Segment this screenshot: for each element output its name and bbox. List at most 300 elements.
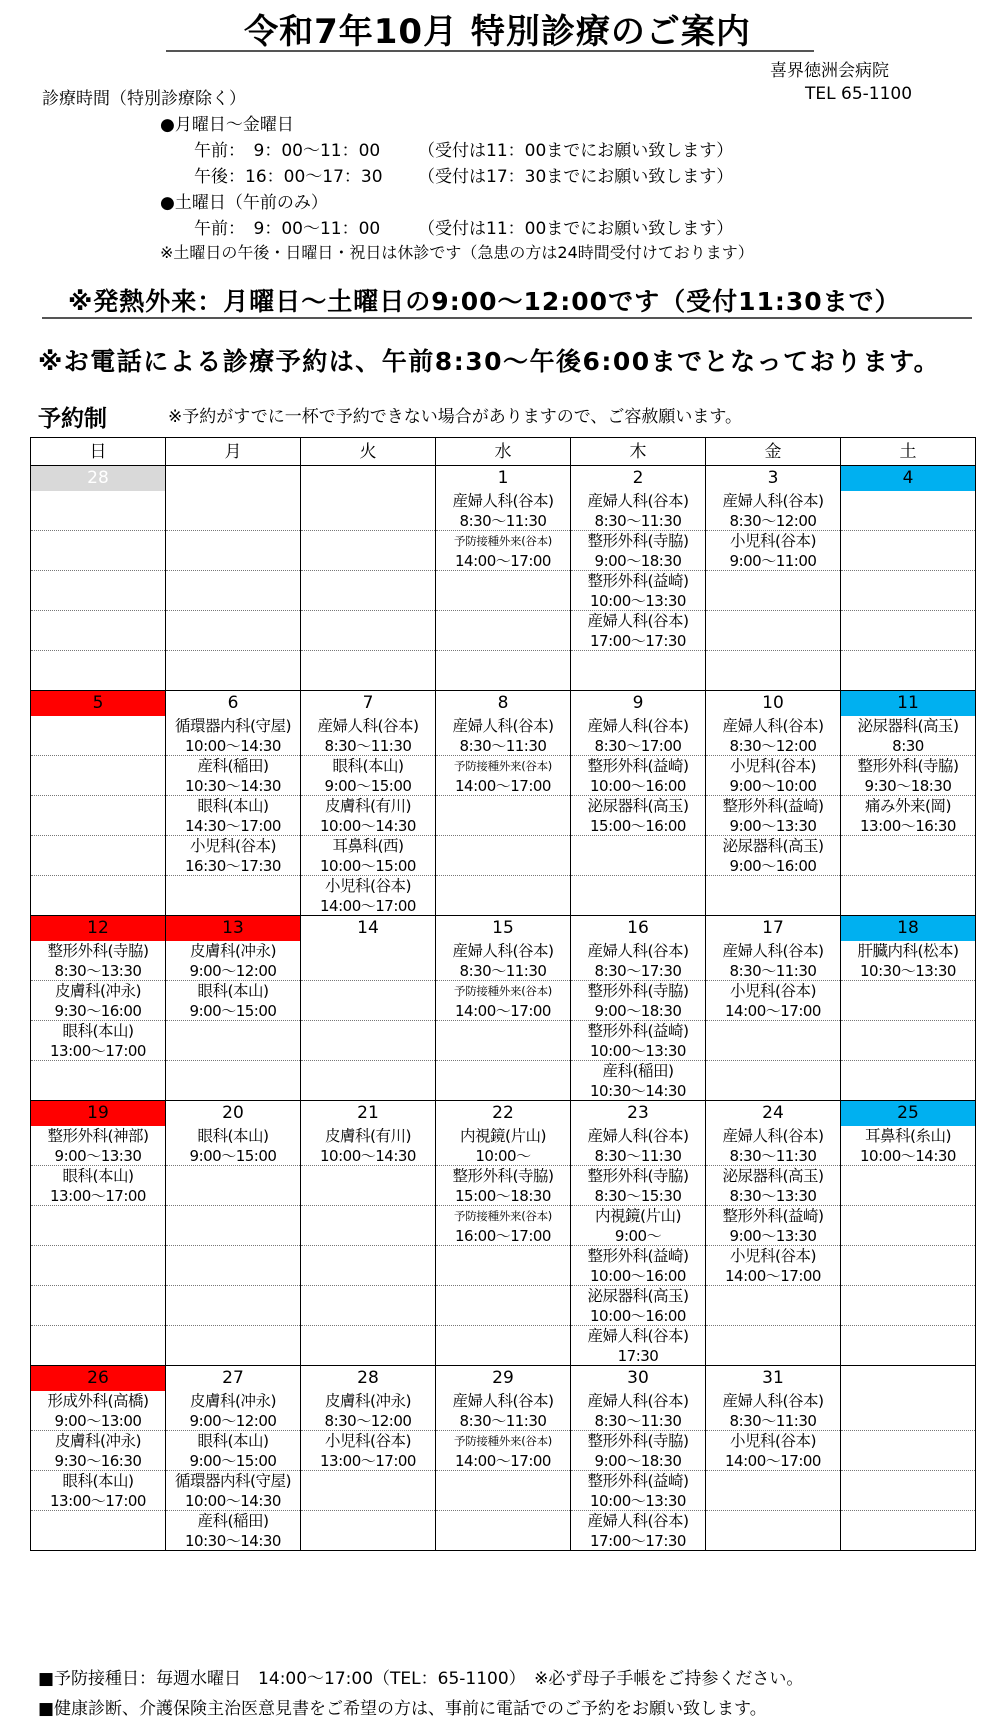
department-name: 予防接種外来(谷本) xyxy=(454,1209,552,1223)
department-name: 小児科(谷本) xyxy=(729,532,817,550)
clinic-time: 10:00～ xyxy=(475,1147,531,1165)
slot-divider xyxy=(31,796,165,836)
clinic-entry xyxy=(31,941,165,981)
department-name: 産婦人科(谷本) xyxy=(722,717,824,735)
day-number: 1 xyxy=(497,468,509,488)
slot-divider xyxy=(706,571,840,611)
department-name: 眼科(本山) xyxy=(332,757,404,775)
clinic-entry xyxy=(166,716,300,756)
clinic-entry xyxy=(166,796,300,836)
day-cell xyxy=(435,465,570,690)
slot-divider xyxy=(31,571,165,611)
clinic-entry xyxy=(706,796,840,836)
clinic-entry xyxy=(571,1126,705,1166)
department-name: 整形外科(寺脇) xyxy=(452,1167,554,1185)
department-name: 小児科(谷本) xyxy=(324,877,412,895)
slot-divider xyxy=(31,1511,165,1551)
clinic-entry xyxy=(706,756,840,796)
clinic-entry xyxy=(31,1391,165,1431)
clinic-entry xyxy=(841,716,975,756)
day-cell xyxy=(705,1365,840,1550)
clinic-time: 10:30～14:30 xyxy=(185,1532,281,1550)
clinic-time: 8:30～11:30 xyxy=(459,737,547,755)
day-number xyxy=(841,1366,975,1391)
clinic-entry xyxy=(436,491,570,531)
clinic-entry xyxy=(571,941,705,981)
clinic-time: 13:00～16:30 xyxy=(860,817,956,835)
slot-divider xyxy=(301,1166,435,1206)
department-name: 整形外科(益崎) xyxy=(722,1207,824,1225)
slot-divider xyxy=(166,1246,300,1286)
slot-divider xyxy=(706,1326,840,1366)
page-title: 令和7年10月 特別診療のご案内 xyxy=(244,12,751,52)
weekday-pm-note: （受付は17：30までにお願い致します） xyxy=(418,167,734,187)
slot-divider xyxy=(301,1246,435,1286)
calendar-grid xyxy=(30,437,975,1655)
clinic-time: 8:30～12:00 xyxy=(729,512,817,530)
department-name: 泌尿器科(高玉) xyxy=(722,1167,824,1185)
clinic-time: 16:30～17:30 xyxy=(185,857,281,875)
clinic-entry xyxy=(841,1126,975,1166)
clinic-entry xyxy=(706,491,840,531)
day-cell xyxy=(300,915,435,1100)
clinic-time: 8:30～11:30 xyxy=(324,737,412,755)
clinic-time: 8:30～11:30 xyxy=(459,512,547,530)
clinic-time: 14:00～17:00 xyxy=(455,552,551,570)
clinic-time: 9:00～13:00 xyxy=(54,1412,142,1430)
department-name: 産科(稲田) xyxy=(197,1512,269,1530)
department-name: 皮膚科(冲永) xyxy=(54,982,142,1000)
day-cell xyxy=(840,1100,975,1365)
slot-divider xyxy=(166,651,300,691)
clinic-entry xyxy=(301,756,435,796)
clinic-entry xyxy=(571,611,705,651)
clinic-time: 16:00～17:00 xyxy=(455,1227,551,1245)
clinic-entry xyxy=(436,756,570,796)
department-name: 産婦人科(谷本) xyxy=(587,1392,689,1410)
clinic-time: 13:00～17:00 xyxy=(50,1492,146,1510)
clinic-time: 13:00～17:00 xyxy=(320,1452,416,1470)
clinic-time: 8:30～11:30 xyxy=(729,1412,817,1430)
slot-divider xyxy=(301,651,435,691)
day-number: 6 xyxy=(227,693,239,713)
department-name: 産婦人科(谷本) xyxy=(587,612,689,630)
clinic-entry xyxy=(301,1431,435,1471)
day-cell xyxy=(300,1100,435,1365)
day-cell xyxy=(570,1100,705,1365)
day-number: 11 xyxy=(841,691,975,716)
day-number: 22 xyxy=(492,1103,514,1123)
department-name: 耳鼻科(糸山) xyxy=(864,1127,952,1145)
clinic-entry xyxy=(571,796,705,836)
clinic-time: 9:00～15:00 xyxy=(189,1452,277,1470)
day-cell xyxy=(840,690,975,915)
clinic-time: 8:30～12:00 xyxy=(729,737,817,755)
clinic-entry xyxy=(571,1206,705,1246)
clinic-entry xyxy=(571,1391,705,1431)
saturday-am-hours: 午前： 9：00～11：00 xyxy=(194,219,381,239)
clinic-time: 9:00～13:30 xyxy=(54,1147,142,1165)
clinic-entry xyxy=(571,756,705,796)
clinic-entry xyxy=(436,1166,570,1206)
clinic-entry xyxy=(706,1391,840,1431)
day-number: 9 xyxy=(632,693,644,713)
clinic-entry xyxy=(706,1126,840,1166)
day-number: 27 xyxy=(222,1368,244,1388)
slot-divider xyxy=(301,1286,435,1326)
department-name: 皮膚科(有川) xyxy=(324,797,412,815)
clinic-time: 8:30～12:00 xyxy=(324,1412,412,1430)
department-name: 小児科(谷本) xyxy=(729,982,817,1000)
clinic-entry xyxy=(166,1126,300,1166)
department-name: 小児科(谷本) xyxy=(729,1247,817,1265)
clinic-entry xyxy=(31,1471,165,1511)
slot-divider xyxy=(436,876,570,916)
clinic-time: 9:00～15:00 xyxy=(189,1002,277,1020)
day-cell xyxy=(840,915,975,1100)
day-number: 17 xyxy=(762,918,784,938)
slot-divider xyxy=(706,1511,840,1551)
department-name: 整形外科(益崎) xyxy=(587,757,689,775)
slot-divider xyxy=(841,1206,975,1246)
slot-divider xyxy=(841,531,975,571)
day-cell xyxy=(435,1100,570,1365)
slot-divider xyxy=(301,1061,435,1101)
clinic-entry xyxy=(571,1246,705,1286)
department-name: 眼科(本山) xyxy=(62,1472,134,1490)
clinic-entry xyxy=(31,1431,165,1471)
slot-divider xyxy=(706,876,840,916)
department-name: 産婦人科(谷本) xyxy=(587,717,689,735)
clinic-entry xyxy=(706,941,840,981)
slot-divider xyxy=(301,1471,435,1511)
weekday-header: 木 xyxy=(570,437,705,465)
weekday-pm-hours: 午後：16：00～17：30 xyxy=(194,167,383,187)
slot-divider xyxy=(166,1166,300,1206)
clinic-time: 10:00～16:00 xyxy=(590,777,686,795)
day-number xyxy=(166,466,300,491)
day-number: 31 xyxy=(762,1368,784,1388)
phone-booking-notice: ※お電話による診療予約は、午前8:30～午後6:00までとなっております。 xyxy=(38,347,941,376)
department-name: 整形外科(寺脇) xyxy=(857,757,959,775)
slot-divider xyxy=(841,1166,975,1206)
department-name: 整形外科(益崎) xyxy=(722,797,824,815)
department-name: 内視鏡(片山) xyxy=(459,1127,547,1145)
day-number: 19 xyxy=(31,1101,165,1126)
clinic-time: 8:30～11:30 xyxy=(729,962,817,980)
department-name: 泌尿器科(高玉) xyxy=(587,1287,689,1305)
day-cell xyxy=(165,465,300,690)
slot-divider xyxy=(166,491,300,531)
clinic-time: 8:30～17:00 xyxy=(594,737,682,755)
day-cell xyxy=(165,1100,300,1365)
slot-divider xyxy=(31,491,165,531)
department-name: 眼科(本山) xyxy=(62,1167,134,1185)
clinic-entry xyxy=(571,1431,705,1471)
clinic-entry xyxy=(706,1246,840,1286)
slot-divider xyxy=(31,876,165,916)
day-number: 25 xyxy=(841,1101,975,1126)
clinic-time: 13:00～17:00 xyxy=(50,1042,146,1060)
clinic-time: 8:30～11:30 xyxy=(729,1147,817,1165)
day-number: 8 xyxy=(497,693,509,713)
clinic-time: 10:00～16:00 xyxy=(590,1307,686,1325)
day-number: 23 xyxy=(627,1103,649,1123)
clinic-time: 15:00～18:30 xyxy=(455,1187,551,1205)
clinic-entry xyxy=(301,1126,435,1166)
department-name: 整形外科(寺脇) xyxy=(587,1432,689,1450)
clinic-time: 8:30～11:30 xyxy=(594,512,682,530)
day-cell xyxy=(435,690,570,915)
slot-divider xyxy=(166,1286,300,1326)
clinic-time: 9:00～ xyxy=(614,1227,662,1245)
department-name: 予防接種外来(谷本) xyxy=(454,534,552,548)
clinic-time: 15:00～16:00 xyxy=(590,817,686,835)
clinic-entry xyxy=(166,941,300,981)
clinic-entry xyxy=(436,531,570,571)
weekday-header: 土 xyxy=(840,437,975,465)
slot-divider xyxy=(841,1471,975,1511)
clinic-time: 17:00～17:30 xyxy=(590,632,686,650)
clinic-time: 10:30～13:30 xyxy=(860,962,956,980)
clinic-time: 8:30～13:30 xyxy=(54,962,142,980)
slot-divider xyxy=(31,531,165,571)
department-name: 眼科(本山) xyxy=(197,982,269,1000)
department-name: 産婦人科(谷本) xyxy=(722,1127,824,1145)
day-number: 15 xyxy=(492,918,514,938)
slot-divider xyxy=(706,611,840,651)
day-number: 12 xyxy=(31,916,165,941)
department-name: 産婦人科(谷本) xyxy=(317,717,419,735)
department-name: 泌尿器科(高玉) xyxy=(722,837,824,855)
day-cell xyxy=(705,690,840,915)
clinic-entry xyxy=(571,1166,705,1206)
department-name: 産科(稲田) xyxy=(197,757,269,775)
day-number: 7 xyxy=(362,693,374,713)
department-name: 小児科(谷本) xyxy=(189,837,277,855)
clinic-time: 8:30～13:30 xyxy=(729,1187,817,1205)
slot-divider xyxy=(571,651,705,691)
slot-divider xyxy=(31,756,165,796)
clinic-time: 14:30～17:00 xyxy=(185,817,281,835)
clinic-entry xyxy=(571,571,705,611)
slot-divider xyxy=(31,716,165,756)
weekday-header: 金 xyxy=(705,437,840,465)
day-cell xyxy=(165,1365,300,1550)
weekday-label: ●月曜日～金曜日 xyxy=(160,115,294,135)
department-name: 整形外科(寺脇) xyxy=(587,982,689,1000)
clinic-entry xyxy=(706,1166,840,1206)
slot-divider xyxy=(31,651,165,691)
weekday-am-note: （受付は11：00までにお願い致します） xyxy=(418,141,734,161)
slot-divider xyxy=(301,1021,435,1061)
clinic-time: 9:30～16:00 xyxy=(54,1002,142,1020)
slot-divider xyxy=(31,1286,165,1326)
slot-divider xyxy=(166,1206,300,1246)
health-check-footer: ■健康診断、介護保険主治医意見書をご希望の方は、事前に電話でのご予約をお願い致します。 xyxy=(38,1699,767,1719)
reservation-label: 予約制 xyxy=(38,406,107,432)
department-name: 整形外科(益崎) xyxy=(587,1022,689,1040)
department-name: 皮膚科(冲永) xyxy=(54,1432,142,1450)
clinic-entry xyxy=(301,836,435,876)
department-name: 予防接種外来(谷本) xyxy=(454,759,552,773)
clinic-time: 9:00～12:00 xyxy=(189,1412,277,1430)
slot-divider xyxy=(841,1391,975,1431)
clinic-time: 17:30 xyxy=(617,1347,659,1365)
slot-divider xyxy=(301,981,435,1021)
day-number: 16 xyxy=(627,918,649,938)
clinic-time: 9:00～11:00 xyxy=(729,552,817,570)
day-cell xyxy=(30,915,165,1100)
slot-divider xyxy=(31,611,165,651)
slot-divider xyxy=(436,1286,570,1326)
weekday-am-hours: 午前： 9：00～11：00 xyxy=(194,141,381,161)
department-name: 予防接種外来(谷本) xyxy=(454,984,552,998)
clinic-time: 8:30～11:30 xyxy=(459,962,547,980)
slot-divider xyxy=(436,611,570,651)
grid-bottom-border xyxy=(30,1550,976,1551)
slot-divider xyxy=(436,1511,570,1551)
clinic-entry xyxy=(166,1471,300,1511)
slot-divider xyxy=(841,876,975,916)
department-name: 整形外科(寺脇) xyxy=(587,1167,689,1185)
department-name: 小児科(谷本) xyxy=(729,757,817,775)
clinic-entry xyxy=(166,1511,300,1551)
slot-divider xyxy=(706,651,840,691)
clinic-time: 9:00～16:00 xyxy=(729,857,817,875)
slot-divider xyxy=(166,571,300,611)
department-name: 循環器内科(守屋) xyxy=(174,1472,292,1490)
title-underline xyxy=(166,50,814,52)
department-name: 皮膚科(冲永) xyxy=(189,942,277,960)
department-name: 眼科(本山) xyxy=(197,797,269,815)
grid-right-border xyxy=(975,437,976,1550)
department-name: 産婦人科(谷本) xyxy=(452,942,554,960)
department-name: 痛み外来(岡) xyxy=(864,797,952,815)
slot-divider xyxy=(301,1206,435,1246)
day-number: 20 xyxy=(222,1103,244,1123)
clinic-entry xyxy=(571,531,705,571)
clinic-entry xyxy=(31,1126,165,1166)
slot-divider xyxy=(706,1286,840,1326)
clinic-time: 9:00～12:00 xyxy=(189,962,277,980)
day-cell xyxy=(30,690,165,915)
clinic-time: 9:00～18:30 xyxy=(594,1002,682,1020)
slot-divider xyxy=(436,836,570,876)
department-name: 産婦人科(谷本) xyxy=(587,1512,689,1530)
day-number: 3 xyxy=(767,468,779,488)
day-number: 13 xyxy=(166,916,300,941)
clinic-entry xyxy=(706,531,840,571)
saturday-am-note: （受付は11：00までにお願い致します） xyxy=(418,219,734,239)
slot-divider xyxy=(301,571,435,611)
slot-divider xyxy=(301,1326,435,1366)
slot-divider xyxy=(31,836,165,876)
slot-divider xyxy=(436,1471,570,1511)
slot-divider xyxy=(841,1061,975,1101)
department-name: 循環器内科(守屋) xyxy=(174,717,292,735)
department-name: 整形外科(寺脇) xyxy=(587,532,689,550)
clinic-time: 9:00～18:30 xyxy=(594,552,682,570)
slot-divider xyxy=(841,651,975,691)
clinic-entry xyxy=(166,1391,300,1431)
clinic-time: 10:00～15:00 xyxy=(320,857,416,875)
clinic-entry xyxy=(571,716,705,756)
clinic-time: 9:00～10:00 xyxy=(729,777,817,795)
clinic-time: 10:00～13:30 xyxy=(590,1492,686,1510)
day-number: 24 xyxy=(762,1103,784,1123)
department-name: 整形外科(益崎) xyxy=(587,1247,689,1265)
department-name: 産婦人科(谷本) xyxy=(722,492,824,510)
clinic-time: 10:00～13:30 xyxy=(590,1042,686,1060)
clinic-time: 14:00～17:00 xyxy=(320,897,416,915)
clinic-entry xyxy=(31,981,165,1021)
department-name: 産科(稲田) xyxy=(602,1062,674,1080)
day-number: 18 xyxy=(841,916,975,941)
clinic-time: 10:00～16:00 xyxy=(590,1267,686,1285)
clinic-time: 14:00～17:00 xyxy=(725,1452,821,1470)
clinic-entry xyxy=(436,716,570,756)
department-name: 産婦人科(谷本) xyxy=(587,942,689,960)
clinic-entry xyxy=(706,716,840,756)
day-number: 26 xyxy=(31,1366,165,1391)
department-name: 形成外科(高橋) xyxy=(47,1392,149,1410)
day-cell xyxy=(30,1365,165,1550)
clinic-time: 10:00～14:30 xyxy=(185,737,281,755)
clinic-entry xyxy=(571,491,705,531)
department-name: 予防接種外来(谷本) xyxy=(454,1434,552,1448)
clinic-entry xyxy=(301,716,435,756)
department-name: 産婦人科(谷本) xyxy=(722,1392,824,1410)
slot-divider xyxy=(31,1061,165,1101)
slot-divider xyxy=(301,611,435,651)
clinic-entry xyxy=(31,1166,165,1206)
slot-divider xyxy=(841,1511,975,1551)
department-name: 産婦人科(谷本) xyxy=(587,492,689,510)
clinic-entry xyxy=(571,1061,705,1101)
day-cell xyxy=(30,465,165,690)
clinic-time: 14:00～17:00 xyxy=(455,1002,551,1020)
day-cell xyxy=(840,1365,975,1550)
clinic-time: 9:00～15:00 xyxy=(189,1147,277,1165)
slot-divider xyxy=(166,1326,300,1366)
clinic-entry xyxy=(436,1126,570,1166)
clinic-time: 8:30～11:30 xyxy=(594,1412,682,1430)
clinic-time: 8:30 xyxy=(892,737,924,755)
clinic-entry xyxy=(571,1286,705,1326)
day-cell xyxy=(165,915,300,1100)
department-name: 眼科(本山) xyxy=(62,1022,134,1040)
department-name: 整形外科(寺脇) xyxy=(47,942,149,960)
clinic-time: 10:30～14:30 xyxy=(590,1082,686,1100)
slot-divider xyxy=(166,876,300,916)
day-number: 5 xyxy=(31,691,165,716)
slot-divider xyxy=(706,1021,840,1061)
clinic-entry xyxy=(436,941,570,981)
day-cell xyxy=(300,1365,435,1550)
slot-divider xyxy=(706,1061,840,1101)
clinic-entry xyxy=(166,1431,300,1471)
clinic-time: 14:00～17:00 xyxy=(725,1267,821,1285)
slot-divider xyxy=(841,981,975,1021)
clinic-entry xyxy=(571,1471,705,1511)
hospital-name: 喜界徳洲会病院 xyxy=(770,61,889,81)
day-cell xyxy=(705,1100,840,1365)
clinic-time: 13:00～17:00 xyxy=(50,1187,146,1205)
day-number xyxy=(301,466,435,491)
reservation-note: ※予約がすでに一杯で予約できない場合がありますので、ご容赦願います。 xyxy=(168,407,743,427)
department-name: 泌尿器科(高玉) xyxy=(587,797,689,815)
